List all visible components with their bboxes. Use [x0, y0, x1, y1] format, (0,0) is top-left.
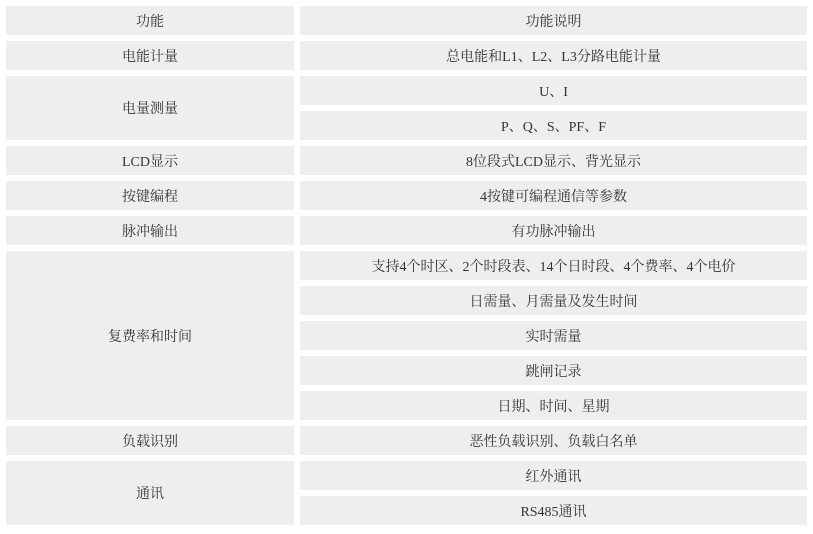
table-row	[6, 461, 807, 490]
feature-cell: 电能计量	[6, 41, 294, 70]
detail-cell: 恶性负载识别、负载白名单	[300, 426, 807, 455]
table-row	[6, 251, 807, 280]
detail-cell: 跳闸记录	[300, 356, 807, 385]
detail-cell: 实时需量	[300, 321, 807, 350]
feature-cell: 脉冲输出	[6, 216, 294, 245]
table-header-row	[6, 6, 807, 35]
feature-cell: 复费率和时间	[6, 251, 294, 420]
table-row	[6, 426, 807, 455]
feature-cell: 通讯	[6, 461, 294, 525]
table-row	[6, 181, 807, 210]
detail-cell: 支持4个时区、2个时段表、14个日时段、4个费率、4个电价	[300, 251, 807, 280]
description-column-header: 功能说明	[300, 6, 807, 35]
feature-cell: 电量测量	[6, 76, 294, 140]
detail-cell: 总电能和L1、L2、L3分路电能计量	[300, 41, 807, 70]
detail-cell: 有功脉冲输出	[300, 216, 807, 245]
table-row	[6, 41, 807, 70]
feature-cell: LCD显示	[6, 146, 294, 175]
feature-cell: 负载识别	[6, 426, 294, 455]
table-row	[6, 76, 807, 105]
table-row	[6, 146, 807, 175]
detail-cell: U、I	[300, 76, 807, 105]
table-body	[6, 41, 807, 525]
detail-cell: 日需量、月需量及发生时间	[300, 286, 807, 315]
feature-column-header: 功能	[6, 6, 294, 35]
detail-cell: 4按键可编程通信等参数	[300, 181, 807, 210]
table-row	[6, 216, 807, 245]
detail-cell: 8位段式LCD显示、背光显示	[300, 146, 807, 175]
detail-cell: P、Q、S、PF、F	[300, 111, 807, 140]
feature-cell: 按键编程	[6, 181, 294, 210]
detail-cell: 红外通讯	[300, 461, 807, 490]
detail-cell: 日期、时间、星期	[300, 391, 807, 420]
detail-cell: RS485通讯	[300, 496, 807, 525]
